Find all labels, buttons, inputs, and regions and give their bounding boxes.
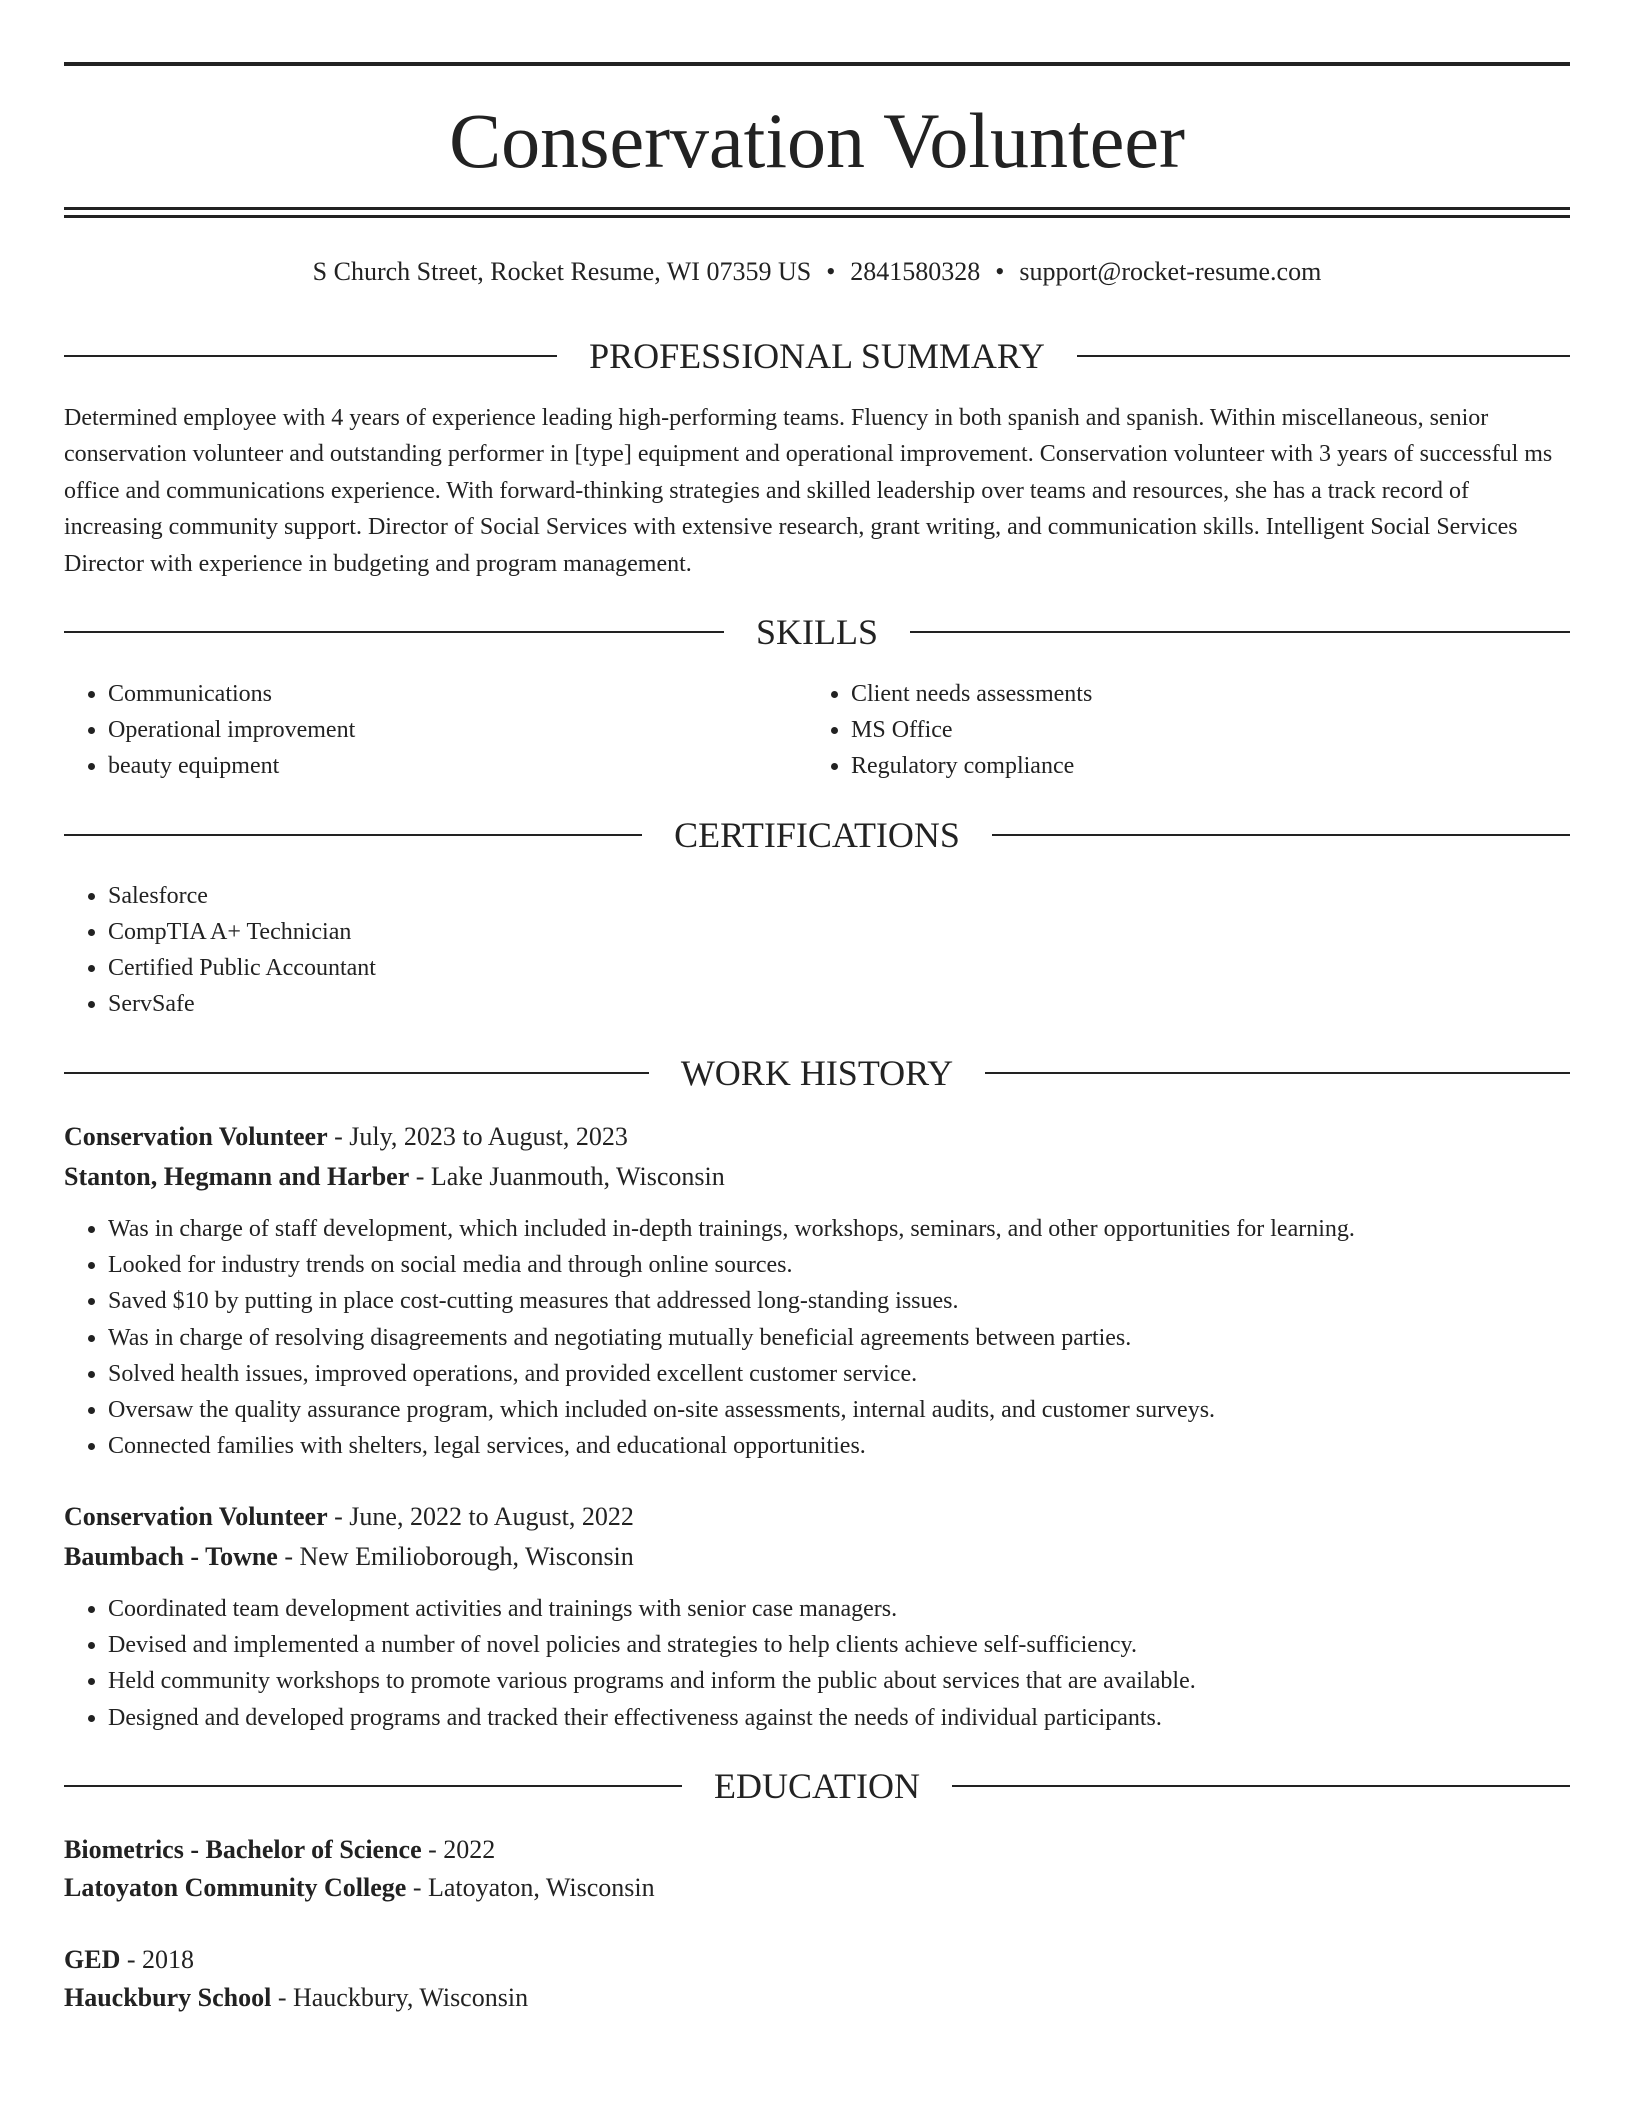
education-degree: Biometrics - Bachelor of Science [64,1835,422,1864]
skills-heading [64,610,1570,654]
job-bullet: • Held community workshops to promote various programs and inform the public about services that are available. [108,1663,1568,1699]
education-year: - 2022 [421,1835,496,1864]
work-history-heading [64,1051,1570,1095]
summary-heading-label: PROFESSIONAL SUMMARY [589,336,1045,376]
education-heading-label: EDUCATION [714,1766,920,1806]
certification-item: • ServSafe [108,986,1508,1022]
job-bullets [64,1591,1568,1736]
education-degree-line [64,1832,495,1868]
certification-item: • Certified Public Accountant [108,950,1508,986]
heading-rule-left [64,834,642,836]
job-dates: - June, 2022 to August, 2022 [327,1502,634,1531]
contact-separator: • [995,257,1005,286]
heading-rule-right [1077,355,1570,357]
job-employer: Stanton, Hegmann and Harber [64,1162,410,1191]
education-location: - Latoyaton, Wisconsin [406,1873,655,1902]
job-bullet: • Coordinated team development activities and trainings with senior case managers. [108,1591,1568,1627]
skill-item: • beauty equipment [108,748,808,784]
certification-item: • CompTIA A+ Technician [108,914,1508,950]
skills-list-right [807,676,1551,784]
job-location: - New Emilioborough, Wisconsin [277,1542,634,1571]
job-location: - Lake Juanmouth, Wisconsin [409,1162,725,1191]
job-bullet: • Solved health issues, improved operations, and provided excellent customer service. [108,1356,1568,1392]
contact-address: S Church Street, Rocket Resume, WI 07359 US [312,257,812,286]
contact-phone: 2841580328 [850,257,981,286]
skills-list-left [64,676,808,784]
job-dates: - July, 2023 to August, 2023 [327,1122,628,1151]
skill-item: • Client needs assessments [851,676,1551,712]
education-school: Latoyaton Community College [64,1873,407,1902]
heading-rule-left [64,631,724,633]
skill-item: • MS Office [851,712,1551,748]
header-top-rule [64,62,1570,66]
job-bullets [64,1211,1568,1464]
job-bullet: • Saved $10 by putting in place cost-cutting measures that addressed long-standing issues. [108,1283,1568,1319]
job-title-line [64,1499,634,1535]
work-history-heading-label: WORK HISTORY [680,1053,954,1093]
job-bullet: • Looked for industry trends on social media and through online sources. [108,1247,1568,1283]
certification-item: • Salesforce [108,878,1508,914]
heading-rule-right [952,1785,1570,1787]
job-bullet: • Designed and developed programs and tracked their effectiveness against the needs of individual participants. [108,1700,1568,1736]
certifications-list [64,878,1508,1022]
education-heading [64,1764,1570,1808]
heading-rule-left [64,1072,649,1074]
job-employer-line [64,1159,725,1195]
education-school-line [64,1870,655,1906]
header-bottom-rule-2 [64,215,1570,218]
heading-rule-left [64,1785,682,1787]
heading-rule-right [910,631,1570,633]
job-title-line [64,1119,628,1155]
skill-item: • Operational improvement [108,712,808,748]
heading-rule-right [992,834,1570,836]
education-location: - Hauckbury, Wisconsin [271,1983,529,2012]
job-bullet: • Connected families with shelters, legal services, and educational opportunities. [108,1428,1568,1464]
summary-text: Determined employee with 4 years of experience leading high-performing teams. Fluency in both spanish and spanish. Within miscellaneous, senior conservation volunteer and outstanding performer in [type] equipment and operational improvement. Conservation volunteer with 3 years of successful ms office and communications experience. With forward-thinking strategies and skilled leadership over teams and resources, she has a track record of increasing community support. Director of Social Services with extensive research, grant writing, and communication skills. Intelligent Social Services Director with experience in budgeting and program management. [64,405,1553,577]
job-title: Conservation Volunteer [64,1122,328,1151]
resume-title: Conservation Volunteer [449,97,1185,184]
certifications-heading-label: CERTIFICATIONS [674,815,960,855]
job-title: Conservation Volunteer [64,1502,328,1531]
job-bullet: • Devised and implemented a number of novel policies and strategies to help clients achieve self-sufficiency. [108,1627,1568,1663]
job-bullet: • Was in charge of staff development, which included in-depth trainings, workshops, seminars, and other opportunities for learning. [108,1211,1568,1247]
education-school: Hauckbury School [64,1983,272,2012]
education-degree: GED [64,1945,121,1974]
certifications-heading [64,813,1570,857]
job-employer: Baumbach - Towne [64,1542,278,1571]
job-bullet: • Oversaw the quality assurance program, which included on-site assessments, internal audits, and customer surveys. [108,1392,1568,1428]
skill-item: • Communications [108,676,808,712]
contact-email[interactable]: support@rocket-resume.com [1019,257,1322,286]
contact-separator: • [826,257,836,286]
contact-line [64,254,1570,290]
skill-item: • Regulatory compliance [851,748,1551,784]
skills-heading-label: SKILLS [756,612,879,652]
summary-heading [64,334,1570,378]
education-school-line [64,1980,528,2016]
heading-rule-right [985,1072,1570,1074]
job-employer-line [64,1539,634,1575]
education-year: - 2018 [120,1945,195,1974]
header-bottom-rule-1 [64,207,1570,210]
heading-rule-left [64,355,557,357]
education-degree-line [64,1942,194,1978]
job-bullet: • Was in charge of resolving disagreements and negotiating mutually beneficial agreements between parties. [108,1320,1568,1356]
